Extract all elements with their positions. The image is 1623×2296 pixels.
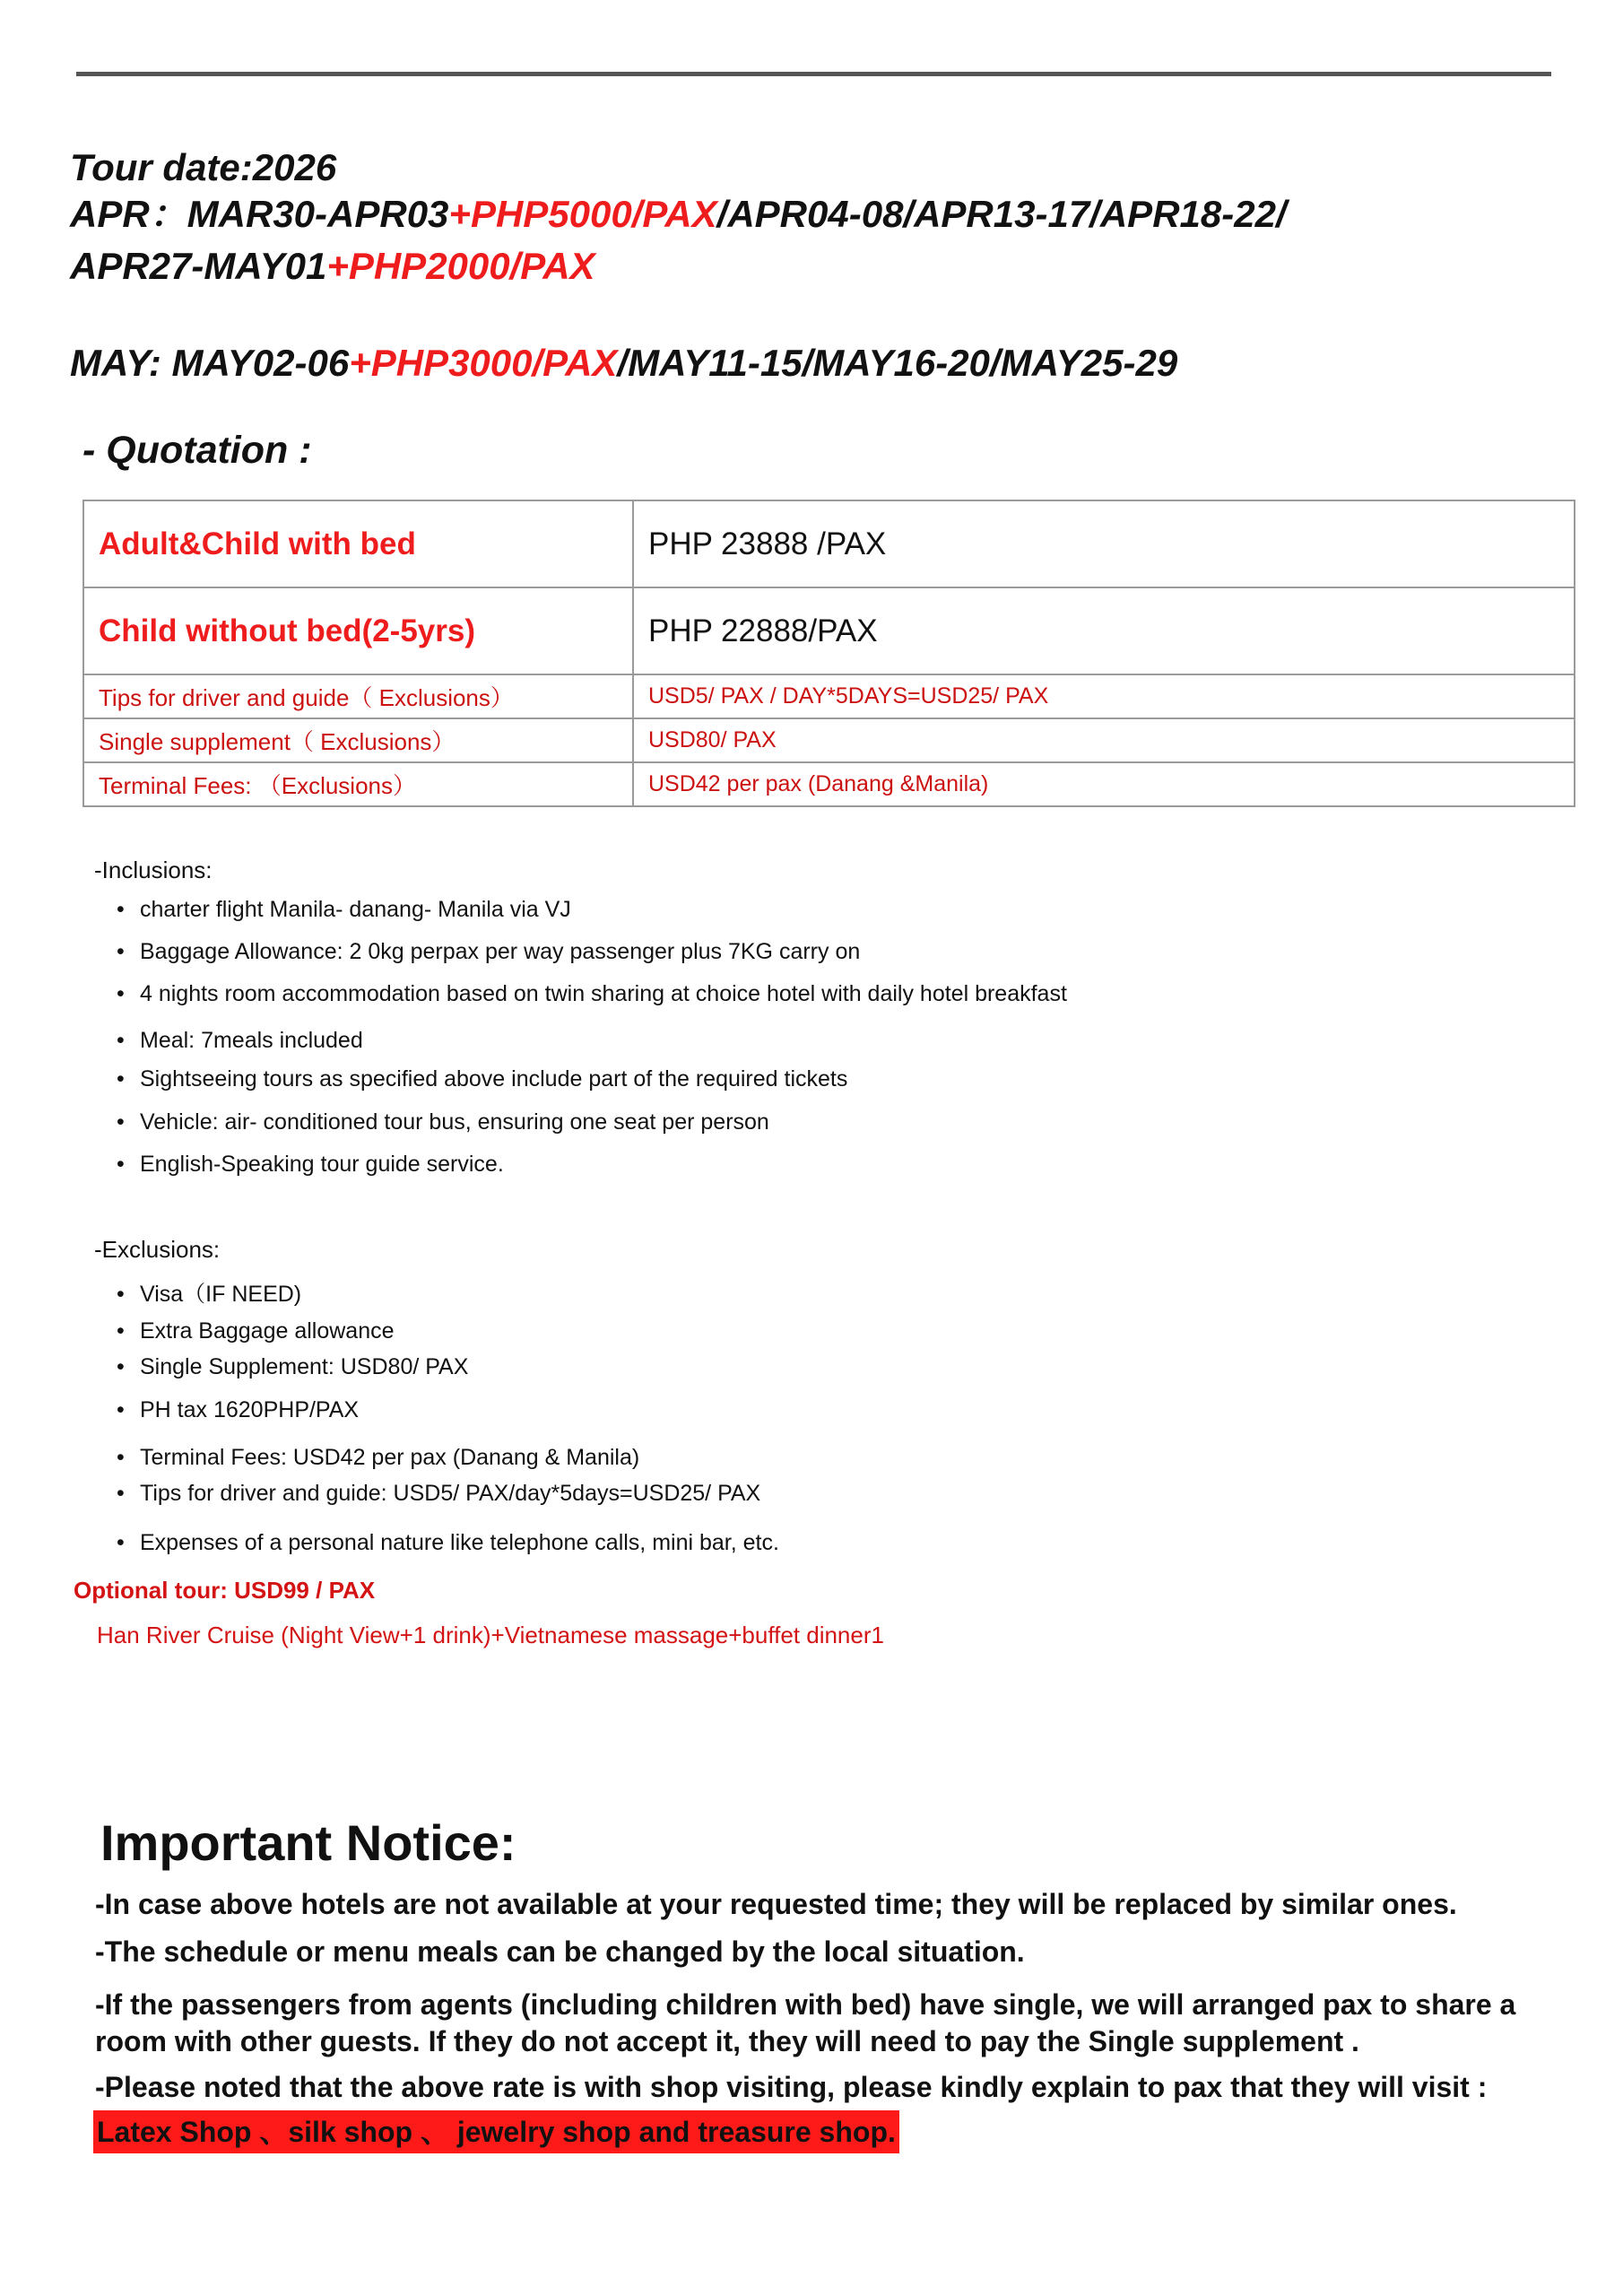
list-item <box>117 1530 779 1556</box>
table-row <box>83 762 1575 806</box>
row-label: Child without bed(2-5yrs) <box>99 613 475 648</box>
list-item-text: English-Speaking tour guide service. <box>140 1152 504 1177</box>
important-notice-title: Important Notice: <box>100 1814 516 1871</box>
list-item <box>117 1481 760 1507</box>
list-item-text: Sightseeing tours as specified above include part of the required tickets <box>140 1066 848 1091</box>
apr-dates-prefix: APR：MAR30-APR03 <box>70 193 449 235</box>
apr-surcharge-2: +PHP2000/PAX <box>326 245 595 287</box>
top-rule <box>76 72 1551 76</box>
list-item-text: Meal: 7meals included <box>140 1028 363 1053</box>
list-item-text: Baggage Allowance: 2 0kg perpax per way passenger plus 7KG carry on <box>140 939 861 964</box>
quotation-table <box>82 500 1575 807</box>
list-item-text: Single Supplement: USD80/ PAX <box>140 1354 469 1379</box>
list-item-text: Vehicle: air- conditioned tour bus, ensuring one seat per person <box>140 1109 769 1135</box>
bullet-icon: • <box>117 1397 125 1422</box>
apr-surcharge-1: +PHP5000/PAX <box>448 193 717 235</box>
table-row <box>83 500 1575 587</box>
bullet-icon: • <box>117 1109 125 1135</box>
notice-line: -In case above hotels are not available at your requested time; they will be replaced by similar ones. <box>95 1888 1457 1920</box>
exclusions-title: -Exclusions: <box>94 1236 221 1263</box>
list-item <box>117 1397 359 1423</box>
row-value: PHP 23888 /PAX <box>648 526 887 561</box>
bullet-icon: • <box>117 1354 125 1379</box>
list-item-text: PH tax 1620PHP/PAX <box>140 1397 360 1422</box>
list-item <box>117 1066 847 1092</box>
notice-line: room with other guests. If they do not accept it, they will need to pay the Single supplement . <box>95 2025 1359 2057</box>
may-dates-line <box>70 341 1177 386</box>
row-value: USD42 per pax (Danang &Manila) <box>648 771 989 796</box>
row-label: Single supplement（ Exclusions） <box>99 728 456 755</box>
bullet-icon: • <box>117 939 125 964</box>
list-item-text: 4 nights room accommodation based on twin sharing at choice hotel with daily hotel breakfast <box>140 981 1067 1006</box>
list-item <box>117 897 571 923</box>
list-item <box>117 1152 504 1178</box>
row-label: Terminal Fees: （Exclusions） <box>99 772 416 799</box>
quotation-title: - Quotation : <box>82 429 312 472</box>
table-row <box>83 674 1575 718</box>
list-item <box>117 1276 301 1309</box>
bullet-icon: • <box>117 1028 125 1053</box>
row-value: USD80/ PAX <box>648 727 777 752</box>
table-row <box>83 587 1575 674</box>
bullet-icon: • <box>117 897 125 922</box>
bullet-icon: • <box>117 1282 125 1307</box>
list-item-text: Expenses of a personal nature like telephone calls, mini bar, etc. <box>140 1530 779 1555</box>
bullet-icon: • <box>117 1066 125 1091</box>
row-value: USD5/ PAX / DAY*5DAYS=USD25/ PAX <box>648 683 1049 709</box>
optional-tour-title: Optional tour: USD99 / PAX <box>74 1577 376 1604</box>
table-row <box>83 718 1575 762</box>
apr-dates-line-1 <box>70 192 1287 237</box>
apr-dates-prefix-2: APR27-MAY01 <box>70 245 327 287</box>
row-label: Tips for driver and guide（ Exclusions） <box>99 684 514 711</box>
list-item <box>117 939 860 965</box>
list-item <box>117 1028 363 1054</box>
notice-line: -Please noted that the above rate is with shop visiting, please kindly explain to pax that they will visit : <box>95 2071 1488 2103</box>
list-item <box>117 1109 769 1135</box>
inclusions-title: -Inclusions: <box>94 857 213 883</box>
list-item-text: Visa（IF NEED) <box>140 1282 302 1307</box>
notice-line: -If the passengers from agents (including children with bed) have single, we will arranged pax to share a <box>95 1988 1516 2021</box>
shop-list-highlight: Latex Shop 、silk shop 、 jewelry shop and treasure shop. <box>93 2110 899 2153</box>
optional-tour-description: Han River Cruise (Night View+1 drink)+Vietnamese massage+buffet dinner1 <box>97 1622 884 1648</box>
tour-date: Tour date:2026 <box>70 146 337 188</box>
list-item <box>117 981 1067 1007</box>
apr-dates-line-2 <box>70 244 595 289</box>
apr-dates-rest: /APR04-08/APR13-17/APR18-22/ <box>716 193 1287 235</box>
may-surcharge: +PHP3000/PAX <box>349 342 618 384</box>
may-dates-rest: /MAY11-15/MAY16-20/MAY25-29 <box>617 342 1178 384</box>
list-item-text: Terminal Fees: USD42 per pax (Danang & Manila) <box>140 1445 640 1470</box>
row-label: Adult&Child with bed <box>99 526 416 561</box>
row-value: PHP 22888/PAX <box>648 613 878 648</box>
bullet-icon: • <box>117 1318 125 1344</box>
list-item <box>117 1318 395 1344</box>
list-item-text: Extra Baggage allowance <box>140 1318 395 1344</box>
notice-line: -The schedule or menu meals can be changed by the local situation. <box>95 1935 1025 1968</box>
bullet-icon: • <box>117 1152 125 1177</box>
bullet-icon: • <box>117 1481 125 1506</box>
list-item <box>117 1445 639 1471</box>
bullet-icon: • <box>117 1445 125 1470</box>
list-item <box>117 1354 468 1380</box>
may-dates-prefix: MAY: MAY02-06 <box>70 342 350 384</box>
bullet-icon: • <box>117 1530 125 1555</box>
list-item-text: charter flight Manila- danang- Manila via VJ <box>140 897 571 922</box>
list-item-text: Tips for driver and guide: USD5/ PAX/day*5days=USD25/ PAX <box>140 1481 761 1506</box>
bullet-icon: • <box>117 981 125 1006</box>
